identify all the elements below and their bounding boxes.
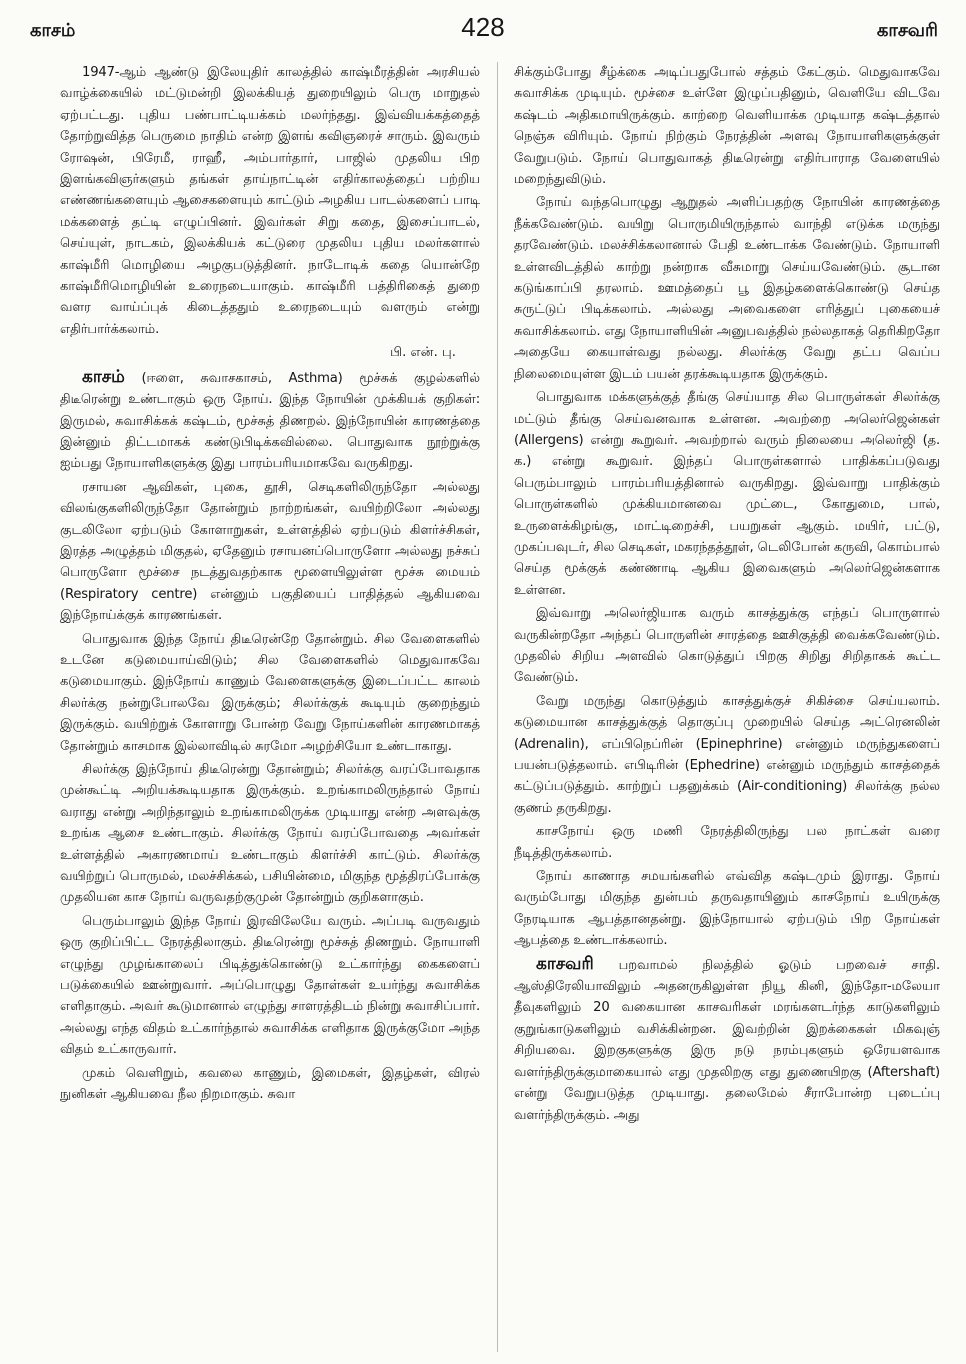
header-guide-word-right: காசவரி [876,20,938,41]
entry-headword: காசவரி [536,953,594,974]
page-header [0,0,966,50]
paragraph: முகம் வெளிறும், கவலை காணும், இமைகள், இதழ்கள், விரல் நுனிகள் ஆகியவை நீல நிறமாகும். சுவா [60,1065,480,1103]
entry-text: பறவாமல் நிலத்தில் ஓடும் பறவைச் சாதி. ஆஸ்திரேலியாவிலும் அதனருகிலுள்ள நியூ கினி, இந்தோ-மலேயா தீவுகளிலும் 20 வகையான காசவரிகள் மரங்களடர்ந்த காடுகளிலும் குறுங்காடுகளிலும் வசிக்கின்றன. இவற்றின் இறக்கைகள் மிகவுஞ் சிறியவை. இறகுகளுக்கு இரு நடு நரம்புகளும் ஒரேயளவாக வளர்ந்திருக்குமாகையால் எது முதலிறகு எது துணையிறகு (Aftershaft) என்று வேறுபடுத்த முடியாது. தலைமேல் சீராபோன்ற புடைப்பு வளர்ந்திருக்கும். அது [514,957,940,1123]
header-guide-word-left: காசம் [30,20,76,41]
paragraph: நோய் வந்தபொழுது ஆறுதல் அளிப்பதற்கு நோயின் காரணத்தை நீக்கவேண்டும். வயிறு பொருமியிருந்தால் வாந்தி எடுக்க மருந்து தரவேண்டும். மலச்சிக்கலானால் பேதி உண்டாக்க வேண்டும். நோயாளி உள்ளவிடத்தில் காற்று நன்றாக வீசுமாறு செய்யவேண்டும். சூடான கடுங்காப்பி தரலாம். ஊமத்தைப் பூ இதழ்களைக்கொண்டு செய்த சுருட்டுப் பிடிக்கலாம். அல்லது அவைகளை எரித்துப் புகையைச் சுவாசிக்கலாம். எது நோயாளியின் அனுபவத்தில் நல்லதாகத் தெரிகிறதோ அதையே கையாள்வது நல்லது. சிலர்க்கு வேறு தட்ப வெப்ப நிலைமையுள்ள இடம் பயன் தரக்கூடியதாக இருக்கும். [514,195,940,382]
entry-headword: காசம் [82,366,125,387]
paragraph: 1947-ஆம் ஆண்டு இலேயுதிர் காலத்தில் காஷ்மீரத்தின் அரசியல் வாழ்க்கையில் மட்டுமன்றி இலக்கியத் துறையிலும் பெரு மாறுதல் ஏற்பட்டது. புதிய பண்பாட்டியக்கம் மலர்ந்தது. இவ்வியக்கத்தைத் தோற்றுவித்த பெருமை நாதிம் என்ற இளங் கவிஞரைச் சாரும். இவரும் ரோஷன், பிரேமீ, ராஹீ, அம்பார்தார், பாஜில் முதலிய பிற இளங்கவிஞர்களும் தங்கள் தாய்நாட்டின் எதிர்காலத்தைப் பற்றிய எண்ணங்களையும் ஆசைகளையும் காட்டும் அழகிய பாடல்களைப் பாடி மக்களைத் தட்டி எழுப்பினர். இவர்கள் சிறு கதை, இசைப்பாடல், செய்யுள், நாடகம், இலக்கியக் கட்டுரை முதலிய புதிய மலர்களால் காஷ்மீரி மொழியை அழகுபடுத்தினர். நாடோடிக் கதை யொன்றே காஷ்மீரிமொழியின் உரைநடையாகும். காஷ்மீரி பத்திரிகைத் துறை வளர வாய்ப்புக் கிடைத்ததும் உரைநடையும் வளரும் என்று எதிர்பார்க்கலாம். [60,65,480,337]
paragraph: சிலர்க்கு இந்நோய் திடீரென்று தோன்றும்; சிலர்க்கு வரப்போவதாக முன்கூட்டி அறியக்கூடியதாக இருக்கும். உறங்காமலிருந்தால் நோய் வராது என்று அறிந்தாலும் உறங்காமலிருக்க முடியாது என்ற அளவுக்கு உறங்க ஆசை உண்டாகும். சிலர்க்கு நோய் வரப்போவதை அவர்கள் உள்ளத்தில் அகாரணமாய் உண்டாகும் கிளர்ச்சி காட்டும். சிலர்க்கு வயிற்றுப் பொருமல், மலச்சிக்கல், பசியின்மை, மிகுந்த மூத்திரப்போக்கு முதலியன காச நோய் வருவதற்குமுன் தோன்றும் குறிகளாகும். [60,762,480,906]
paragraph: சிக்கும்போது சீழ்க்கை அடிப்பதுபோல் சத்தம் கேட்கும். மெதுவாகவே சுவாசிக்க முடியும். மூச்சை உள்ளே இழுப்பதினும், வெளியே விடவே கஷ்டம் அதிகமாயிருக்கும். காற்றை வெளியாக்க முடியாத கஷ்டத்தால் நெஞ்சு விரியும். நோய் நிற்கும் நேரத்தின் அளவு நோயாளிகளுக்குள் வேறுபடும். நோய் பொதுவாகத் திடீரென்று எதிர்பாராத வேளையில் மறைந்துவிடும். [514,65,940,188]
paragraph: நோய் காணாத சமயங்களில் எவ்வித கஷ்டமும் இராது. நோய் வரும்போது மிகுந்த துன்பம் தருவதாயினும் காசநோய் உயிருக்கு நேரடியாக ஆபத்தானதன்று. இந்நோயால் ஏற்படும் பிற நோய்கள் ஆபத்தை உண்டாக்கலாம். [514,869,940,949]
page-number: 428 [461,12,505,42]
entry-kasam [60,367,480,475]
paragraph: வேறு மருந்து கொடுத்தும் காசத்துக்குச் சிகிச்சை செய்யலாம். கடுமையான காசத்துக்குத் தொகுப்பு முறையில் செய்த அட்ரெனலின் (Adrenalin), எப்பிநெப்ரின் (Epinephrine) என்னும் மருந்துகளைப் பயன்படுத்தலாம். எபிடிரின் (Ephedrine) என்னும் மருந்தும் காசத்தைக் கட்டுப்படுத்தும். காற்றுப் பதனுக்கம் (Air-conditioning) சிலர்க்கு நல்ல குணம் தருகிறது. [514,693,940,816]
paragraph: பெரும்பாலும் இந்த நோய் இரவிலேயே வரும். அப்படி வருவதும் ஒரு குறிப்பிட்ட நேரத்திலாகும். திடீரென்று மூச்சுத் திணறும். நோயாளி எழுந்து முழங்காலைப் பிடித்துக்கொண்டு உட்கார்ந்து கைகளைப் படுக்கையில் ஊன்றுவார். அப்பொழுது தோள்கள் உயர்ந்து சுவாசிக்க எளிதாகும். அவர் கூடுமானால் எழுந்து சாளரத்திடம் நின்று சுவாசிப்பார். அல்லது எந்த விதம் உட்கார்ந்தால் சுவாசிக்க எளிதாக இருக்குமோ அந்த விதம் உட்காருவார். [60,913,480,1058]
author-signature: பி. என். பு. [390,345,456,361]
paragraph: இவ்வாறு அலெர்ஜியாக வரும் காசத்துக்கு எந்தப் பொருளால் வருகின்றதோ அந்தப் பொருளின் சாரத்தை ஊசிகுத்தி வைக்கவேண்டும். முதலில் சிறிய அளவில் கொடுத்துப் பிறகு சிறிது சிறிதாகக் கூட்ட வேண்டும். [514,606,940,686]
entry-text: (ஈளை, சுவாசகாசம், Asthma) மூச்சுக் குழல்களில் திடீரென்று உண்டாகும் ஒரு நோய். இந்த நோயின் முக்கியக் குறிகள்: இருமல், சுவாசிக்கக் கஷ்டம், மூச்சுத் திணறல். இந்நோயின் காரணத்தை இன்னும் திட்டமாகக் கண்டுபிடிக்கவில்லை. பொதுவாக நூற்றுக்கு ஐம்பது நோயாளிகளுக்கு இது பாரம்பரியமாகவே வருகிறது. [60,370,480,472]
paragraph: ரசாயன ஆவிகள், புகை, தூசி, செடிகளிலிருந்தோ அல்லது விலங்குகளிலிருந்தோ தோன்றும் நாற்றங்கள், வயிற்றிலோ அல்லது குடலிலோ ஏற்படும் கோளாறுகள், உள்ளத்தில் ஏற்படும் கிளர்ச்சிகள், இரத்த அழுத்தம் மிகுதல், ஏதேனும் ரசாயனப்பொருளோ அல்லது நச்சுப் பொருளோ மூச்சை நடத்துவதற்காக மூளையிலுள்ள மூச்சு மையம் (Respiratory centre) என்னும் பகுதியைப் பாதித்தல் ஆகியவை இந்நோய்க்குக் காரணங்கள். [60,479,480,624]
right-column [514,62,940,1354]
left-column [60,62,480,1354]
paragraph: காசநோய் ஒரு மணி நேரத்திலிருந்து பல நாட்கள் வரை நீடித்திருக்கலாம். [514,824,940,861]
paragraph: பொதுவாக மக்களுக்குத் தீங்கு செய்யாத சில பொருள்கள் சிலர்க்கு மட்டும் தீங்கு செய்வனவாக உள்ளன. அவற்றை அலெர்ஜென்கள் (Allergens) என்று கூறுவர். அவற்றால் வரும் நிலையை அலெர்ஜி (த. க.) என்று கூறுவர். இந்தப் பொருள்களால் பாதிக்கப்படுவது பெரும்பாலும் பாரம்பரியத்தினால் வருகிறது. இவ்வாறு பாதிக்கும் பொருள்களில் முக்கியமானவை முட்டை, கோதுமை, பால், உருளைக்கிழங்கு, மாட்டிறைச்சி, பயறுகள் ஆகும். மயிர், பட்டு, முகப்பவுடர், சில செடிகள், மகரந்தத்தூள், டெலிபோன் கருவி, கொம்பால் செய்த மூக்குக் கண்ணாடி ஆகிய இவைகளும் அலெர்ஜென்களாக உள்ளன. [514,390,940,598]
column-divider [497,62,498,1352]
paragraph: பொதுவாக இந்த நோய் திடீரென்றே தோன்றும். சில வேளைகளில் உடனே கடுமையாய்விடும்; சில வேளைகளில் மெதுவாகவே கடுமையாகும். இந்நோய் காணும் வேளைகளுக்கு இடைப்பட்ட காலம் சிலர்க்கு நன்றுபோலவே இருக்கும்; சிலர்க்குக் கூடியும் குறைந்தும் இருக்கும். வயிற்றுக் கோளாறு போன்ற வேறு நோய்களின் காரணமாகத் தோன்றும் காசமாக இல்லாவிடில் சுரமோ அழற்சியோ உண்டாகாது. [60,631,480,754]
entry-kasavari [514,954,940,1126]
